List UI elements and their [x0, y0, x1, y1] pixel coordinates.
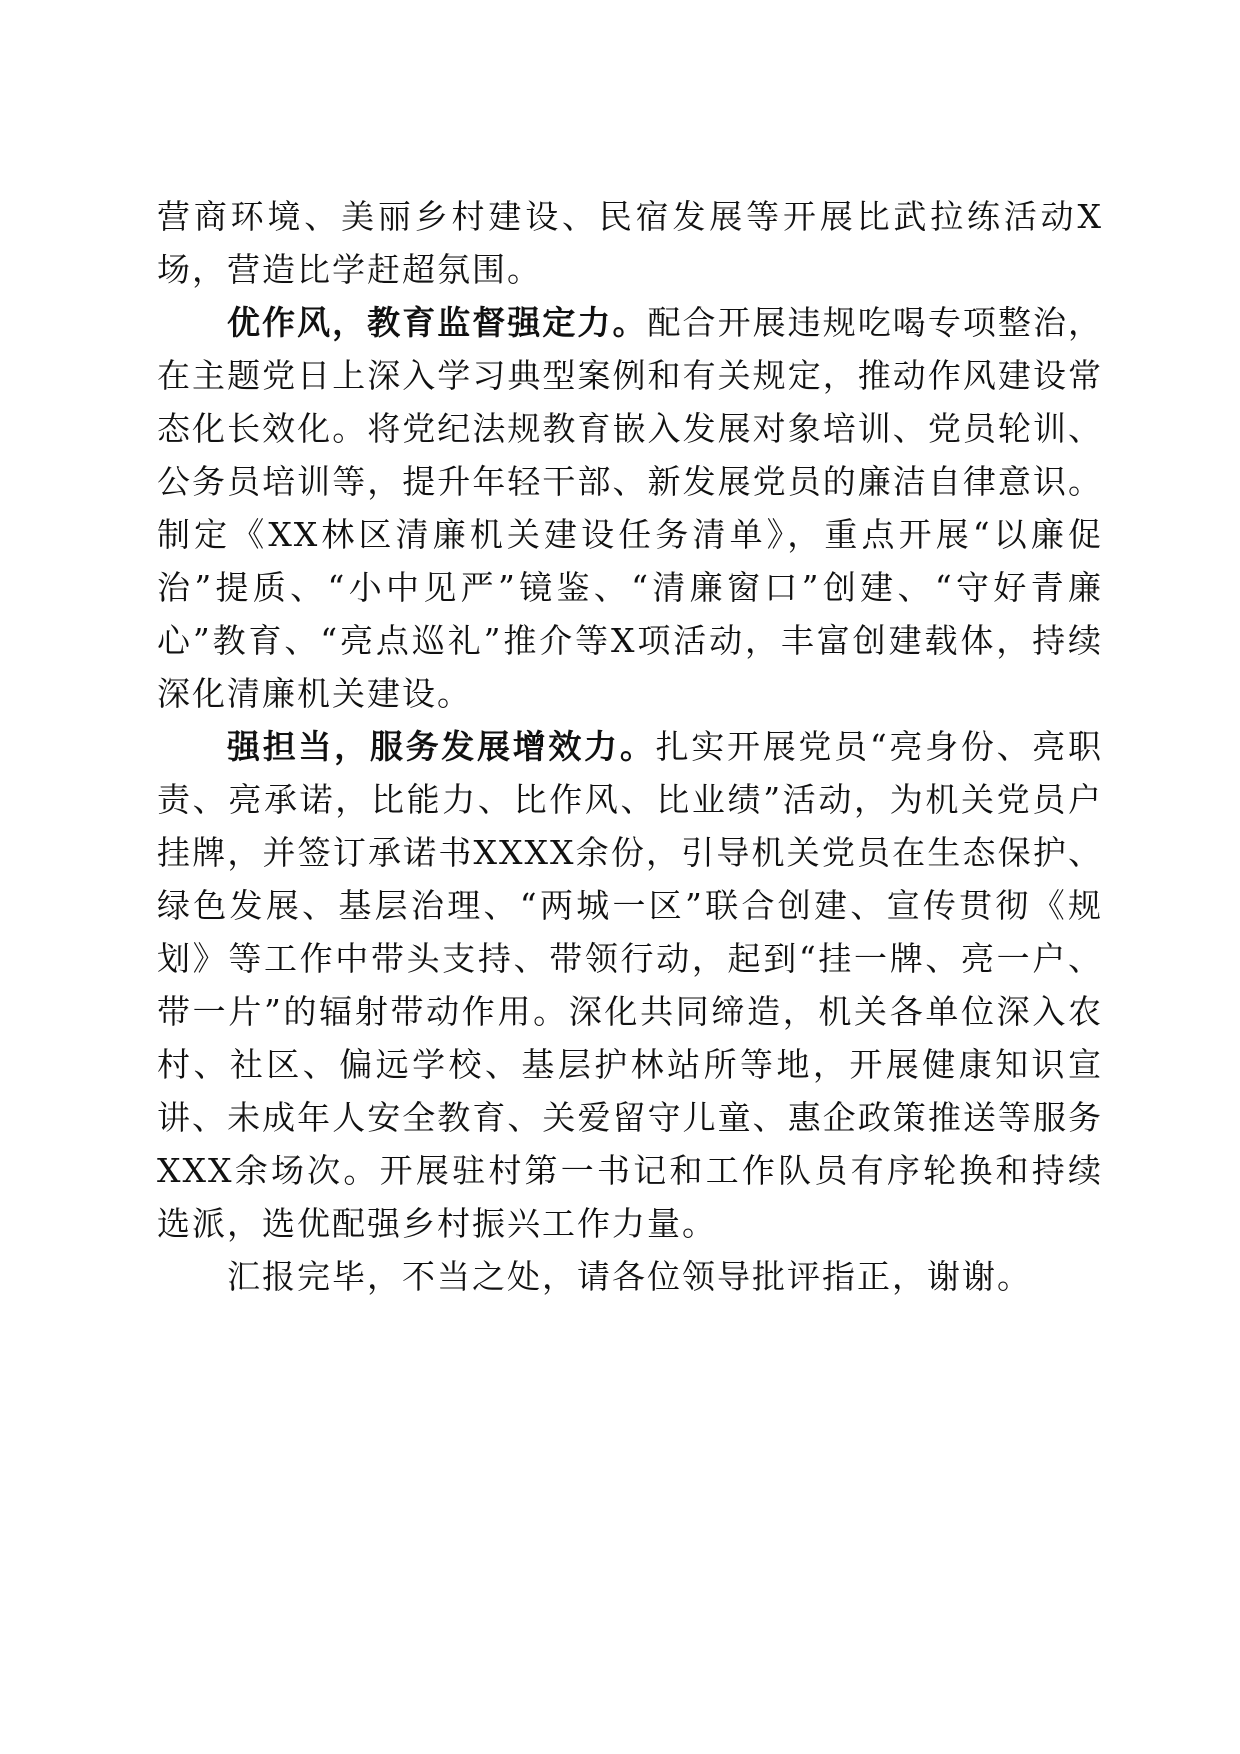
- paragraph-4-text: 汇报完毕，不当之处，请各位领导批评指正，谢谢。: [227, 1257, 1032, 1296]
- document-body: [157, 190, 1103, 1303]
- paragraph-4-closing: [157, 1250, 1103, 1303]
- paragraph-3: [157, 720, 1103, 1250]
- paragraph-2-text: 配合开展违规吃喝专项整治，在主题党日上深入学习典型案例和有关规定，推动作风建设常态化长效化。将党纪法规教育嵌入发展对象培训、党员轮训、公务员培训等，提升年轻干部、新发展党员的廉洁自律意识。制定《XX林区清廉机关建设任务清单》，重点开展“以廉促治”提质、“小中见严”镜鉴、“清廉窗口”创建、“守好青廉心”教育、“亮点巡礼”推介等X项活动，丰富创建载体，持续深化清廉机关建设。: [157, 303, 1104, 713]
- paragraph-1: [157, 190, 1103, 296]
- paragraph-3-heading: 强担当，服务发展增效力。: [227, 727, 656, 766]
- paragraph-2: [157, 296, 1103, 720]
- paragraph-3-text: 扎实开展党员“亮身份、亮职责、亮承诺，比能力、比作风、比业绩”活动，为机关党员户挂牌，并签订承诺书XXXX余份，引导机关党员在生态保护、绿色发展、基层治理、“两城一区”联合创建、宣传贯彻《规划》等工作中带头支持、带领行动，起到“挂一牌、亮一户、带一片”的辐射带动作用。深化共同缔造，机关各单位深入农村、社区、偏远学校、基层护林站所等地，开展健康知识宣讲、未成年人安全教育、关爱留守儿童、惠企政策推送等服务XXX余场次。开展驻村第一书记和工作队员有序轮换和持续选派，选优配强乡村振兴工作力量。: [157, 727, 1103, 1243]
- paragraph-1-text: 营商环境、美丽乡村建设、民宿发展等开展比武拉练活动X场，营造比学赶超氛围。: [157, 197, 1103, 289]
- paragraph-2-heading: 优作风，教育监督强定力。: [227, 303, 648, 342]
